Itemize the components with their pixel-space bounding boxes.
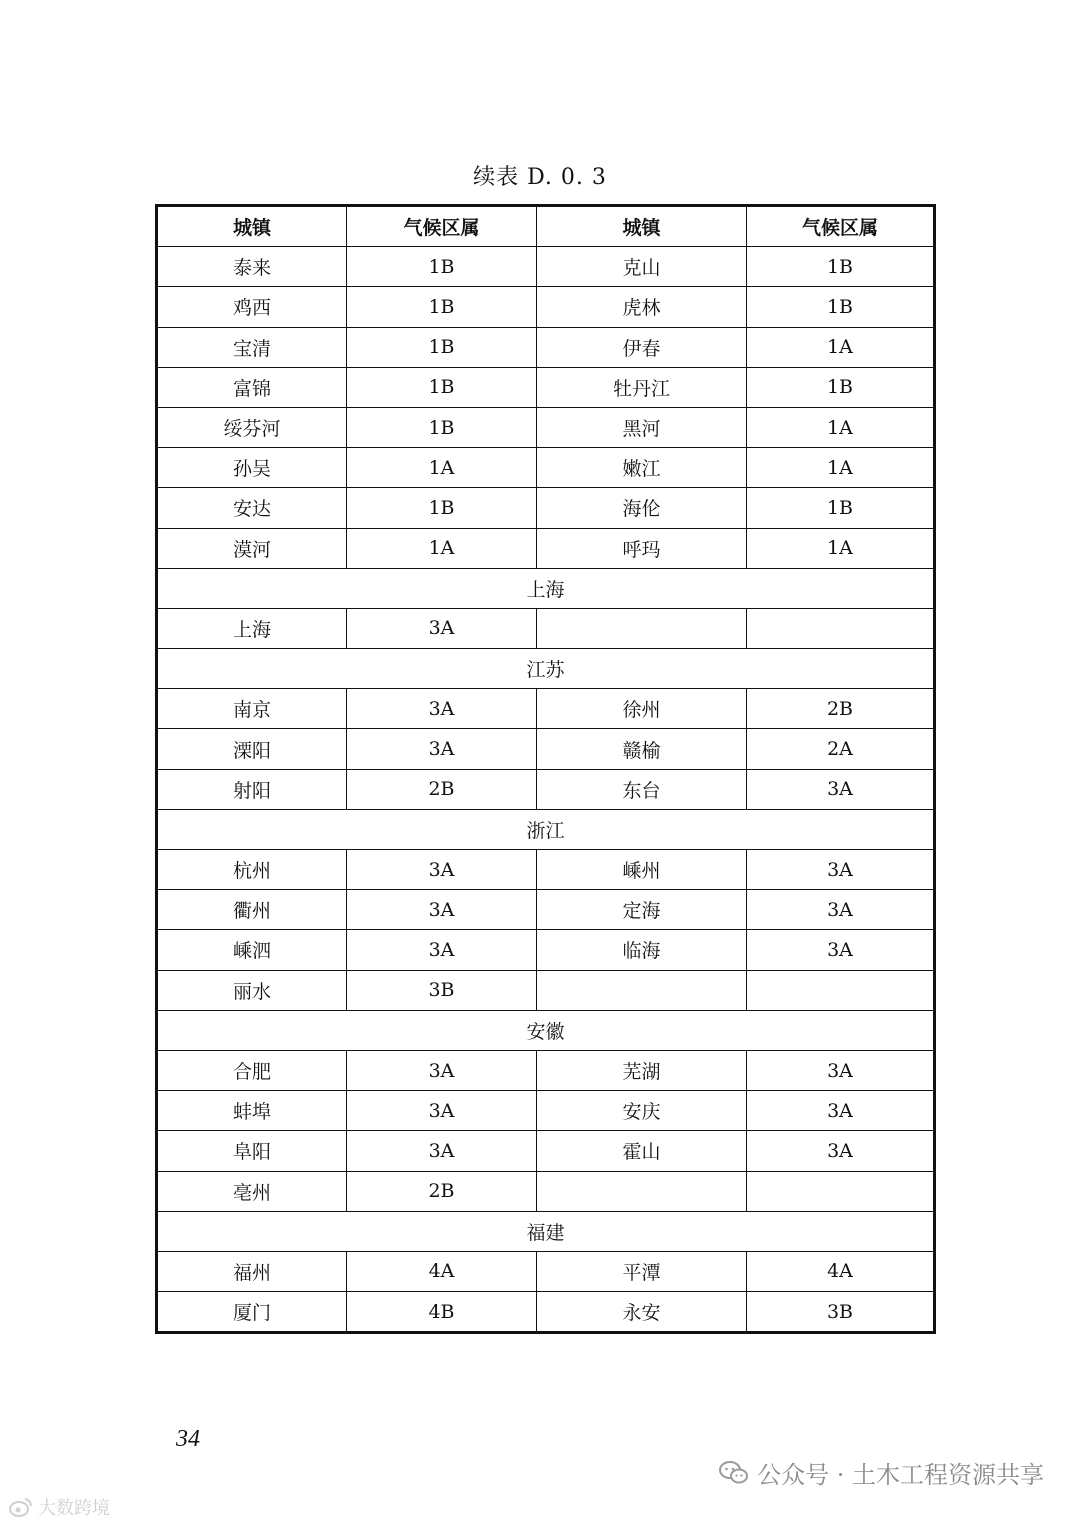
town-cell	[537, 970, 747, 1010]
town-cell: 定海	[537, 890, 747, 930]
climate-zone-cell: 3A	[347, 890, 537, 930]
table-caption: 续表 D. 0. 3	[473, 165, 607, 190]
table-row	[157, 488, 935, 528]
climate-zone-cell: 2B	[347, 1171, 537, 1211]
climate-zone-cell: 2A	[747, 729, 935, 769]
climate-zone-cell: 1A	[347, 528, 537, 568]
town-cell	[537, 1171, 747, 1211]
weibo-icon	[8, 1496, 34, 1518]
watermark-left	[8, 1494, 110, 1520]
town-cell: 富锦	[157, 367, 347, 407]
climate-zone-cell: 3A	[347, 930, 537, 970]
table-row	[157, 608, 935, 648]
table-row	[157, 1091, 935, 1131]
town-cell: 芜湖	[537, 1050, 747, 1090]
table-row	[157, 407, 935, 447]
climate-zone-cell: 1B	[347, 287, 537, 327]
climate-zone-cell: 3A	[747, 890, 935, 930]
province-section-row	[157, 649, 935, 689]
town-cell: 厦门	[157, 1292, 347, 1333]
climate-zone-cell: 1A	[347, 448, 537, 488]
table-row	[157, 1171, 935, 1211]
table-row	[157, 1292, 935, 1333]
province-label: 福建	[157, 1211, 935, 1251]
watermark-left-text: 大数跨境	[38, 1498, 110, 1519]
climate-zone-cell	[747, 608, 935, 648]
table-row	[157, 287, 935, 327]
table-row	[157, 1131, 935, 1171]
town-cell: 伊春	[537, 327, 747, 367]
climate-zone-table	[155, 204, 936, 1334]
town-cell: 溧阳	[157, 729, 347, 769]
town-cell: 安达	[157, 488, 347, 528]
header-town: 城镇	[157, 206, 347, 247]
wechat-icon	[719, 1460, 749, 1486]
table-row	[157, 970, 935, 1010]
table-row	[157, 1251, 935, 1291]
table-row	[157, 528, 935, 568]
town-cell: 平潭	[537, 1251, 747, 1291]
table-row	[157, 729, 935, 769]
climate-zone-cell: 3A	[347, 850, 537, 890]
town-cell: 徐州	[537, 689, 747, 729]
province-section-row	[157, 809, 935, 849]
climate-zone-cell: 3A	[747, 1131, 935, 1171]
climate-zone-cell: 1B	[347, 247, 537, 287]
climate-zone-cell: 1B	[347, 327, 537, 367]
town-cell: 蚌埠	[157, 1091, 347, 1131]
climate-zone-cell: 1B	[347, 407, 537, 447]
climate-zone-cell: 4A	[747, 1251, 935, 1291]
page-number: 34	[176, 1426, 200, 1452]
town-cell: 霍山	[537, 1131, 747, 1171]
climate-zone-cell: 3A	[747, 1091, 935, 1131]
town-cell: 杭州	[157, 850, 347, 890]
town-cell: 嵊泗	[157, 930, 347, 970]
town-cell: 泰来	[157, 247, 347, 287]
table-row	[157, 247, 935, 287]
town-cell: 临海	[537, 930, 747, 970]
town-cell: 南京	[157, 689, 347, 729]
table-row	[157, 890, 935, 930]
province-label: 安徽	[157, 1010, 935, 1050]
town-cell: 合肥	[157, 1050, 347, 1090]
province-section-row	[157, 568, 935, 608]
climate-zone-cell: 3A	[747, 1050, 935, 1090]
climate-zone-cell: 1A	[747, 327, 935, 367]
climate-zone-cell: 3A	[347, 1050, 537, 1090]
climate-zone-cell: 3A	[347, 608, 537, 648]
province-label: 上海	[157, 568, 935, 608]
table-row	[157, 689, 935, 729]
climate-zone-cell: 3A	[747, 769, 935, 809]
town-cell: 嫩江	[537, 448, 747, 488]
table-row	[157, 930, 935, 970]
climate-zone-cell: 1B	[747, 247, 935, 287]
town-cell: 鸡西	[157, 287, 347, 327]
climate-zone-cell: 1A	[747, 407, 935, 447]
town-cell: 孙吴	[157, 448, 347, 488]
town-cell: 黑河	[537, 407, 747, 447]
province-section-row	[157, 1211, 935, 1251]
header-climate-zone: 气候区属	[747, 206, 935, 247]
table-body	[157, 247, 935, 1333]
town-cell: 赣榆	[537, 729, 747, 769]
town-cell: 上海	[157, 608, 347, 648]
climate-zone-cell: 3A	[347, 1091, 537, 1131]
climate-zone-cell: 1B	[347, 367, 537, 407]
town-cell: 克山	[537, 247, 747, 287]
climate-zone-cell: 1B	[347, 488, 537, 528]
table-row	[157, 367, 935, 407]
town-cell: 阜阳	[157, 1131, 347, 1171]
town-cell: 亳州	[157, 1171, 347, 1211]
town-cell: 虎林	[537, 287, 747, 327]
town-cell: 东台	[537, 769, 747, 809]
climate-zone-cell: 3A	[347, 729, 537, 769]
town-cell: 海伦	[537, 488, 747, 528]
climate-zone-cell: 3B	[747, 1292, 935, 1333]
climate-zone-cell	[747, 1171, 935, 1211]
climate-zone-cell: 1B	[747, 488, 935, 528]
climate-zone-cell: 1A	[747, 448, 935, 488]
province-label: 江苏	[157, 649, 935, 689]
climate-zone-cell: 2B	[347, 769, 537, 809]
climate-zone-cell: 3A	[347, 1131, 537, 1171]
table-row	[157, 850, 935, 890]
town-cell: 安庆	[537, 1091, 747, 1131]
town-cell: 永安	[537, 1292, 747, 1333]
table-row	[157, 448, 935, 488]
climate-zone-cell: 2B	[747, 689, 935, 729]
climate-zone-cell	[747, 970, 935, 1010]
header-town: 城镇	[537, 206, 747, 247]
climate-zone-cell: 3B	[347, 970, 537, 1010]
province-label: 浙江	[157, 809, 935, 849]
town-cell: 射阳	[157, 769, 347, 809]
climate-zone-cell: 1B	[747, 287, 935, 327]
province-section-row	[157, 1010, 935, 1050]
town-cell: 衢州	[157, 890, 347, 930]
town-cell: 绥芬河	[157, 407, 347, 447]
header-climate-zone: 气候区属	[347, 206, 537, 247]
climate-zone-cell: 1A	[747, 528, 935, 568]
watermark-right-text: 公众号 · 土木工程资源共享	[757, 1461, 1044, 1489]
climate-zone-cell: 3A	[347, 689, 537, 729]
town-cell	[537, 608, 747, 648]
watermark-right	[719, 1455, 1044, 1490]
town-cell: 宝清	[157, 327, 347, 367]
table-row	[157, 327, 935, 367]
climate-zone-cell: 3A	[747, 930, 935, 970]
town-cell: 嵊州	[537, 850, 747, 890]
climate-zone-cell: 4A	[347, 1251, 537, 1291]
climate-zone-cell: 1B	[747, 367, 935, 407]
town-cell: 福州	[157, 1251, 347, 1291]
town-cell: 呼玛	[537, 528, 747, 568]
climate-zone-cell: 3A	[747, 850, 935, 890]
town-cell: 牡丹江	[537, 367, 747, 407]
table-row	[157, 769, 935, 809]
table-header-row	[157, 206, 935, 247]
town-cell: 丽水	[157, 970, 347, 1010]
town-cell: 漠河	[157, 528, 347, 568]
climate-zone-cell: 4B	[347, 1292, 537, 1333]
table-row	[157, 1050, 935, 1090]
